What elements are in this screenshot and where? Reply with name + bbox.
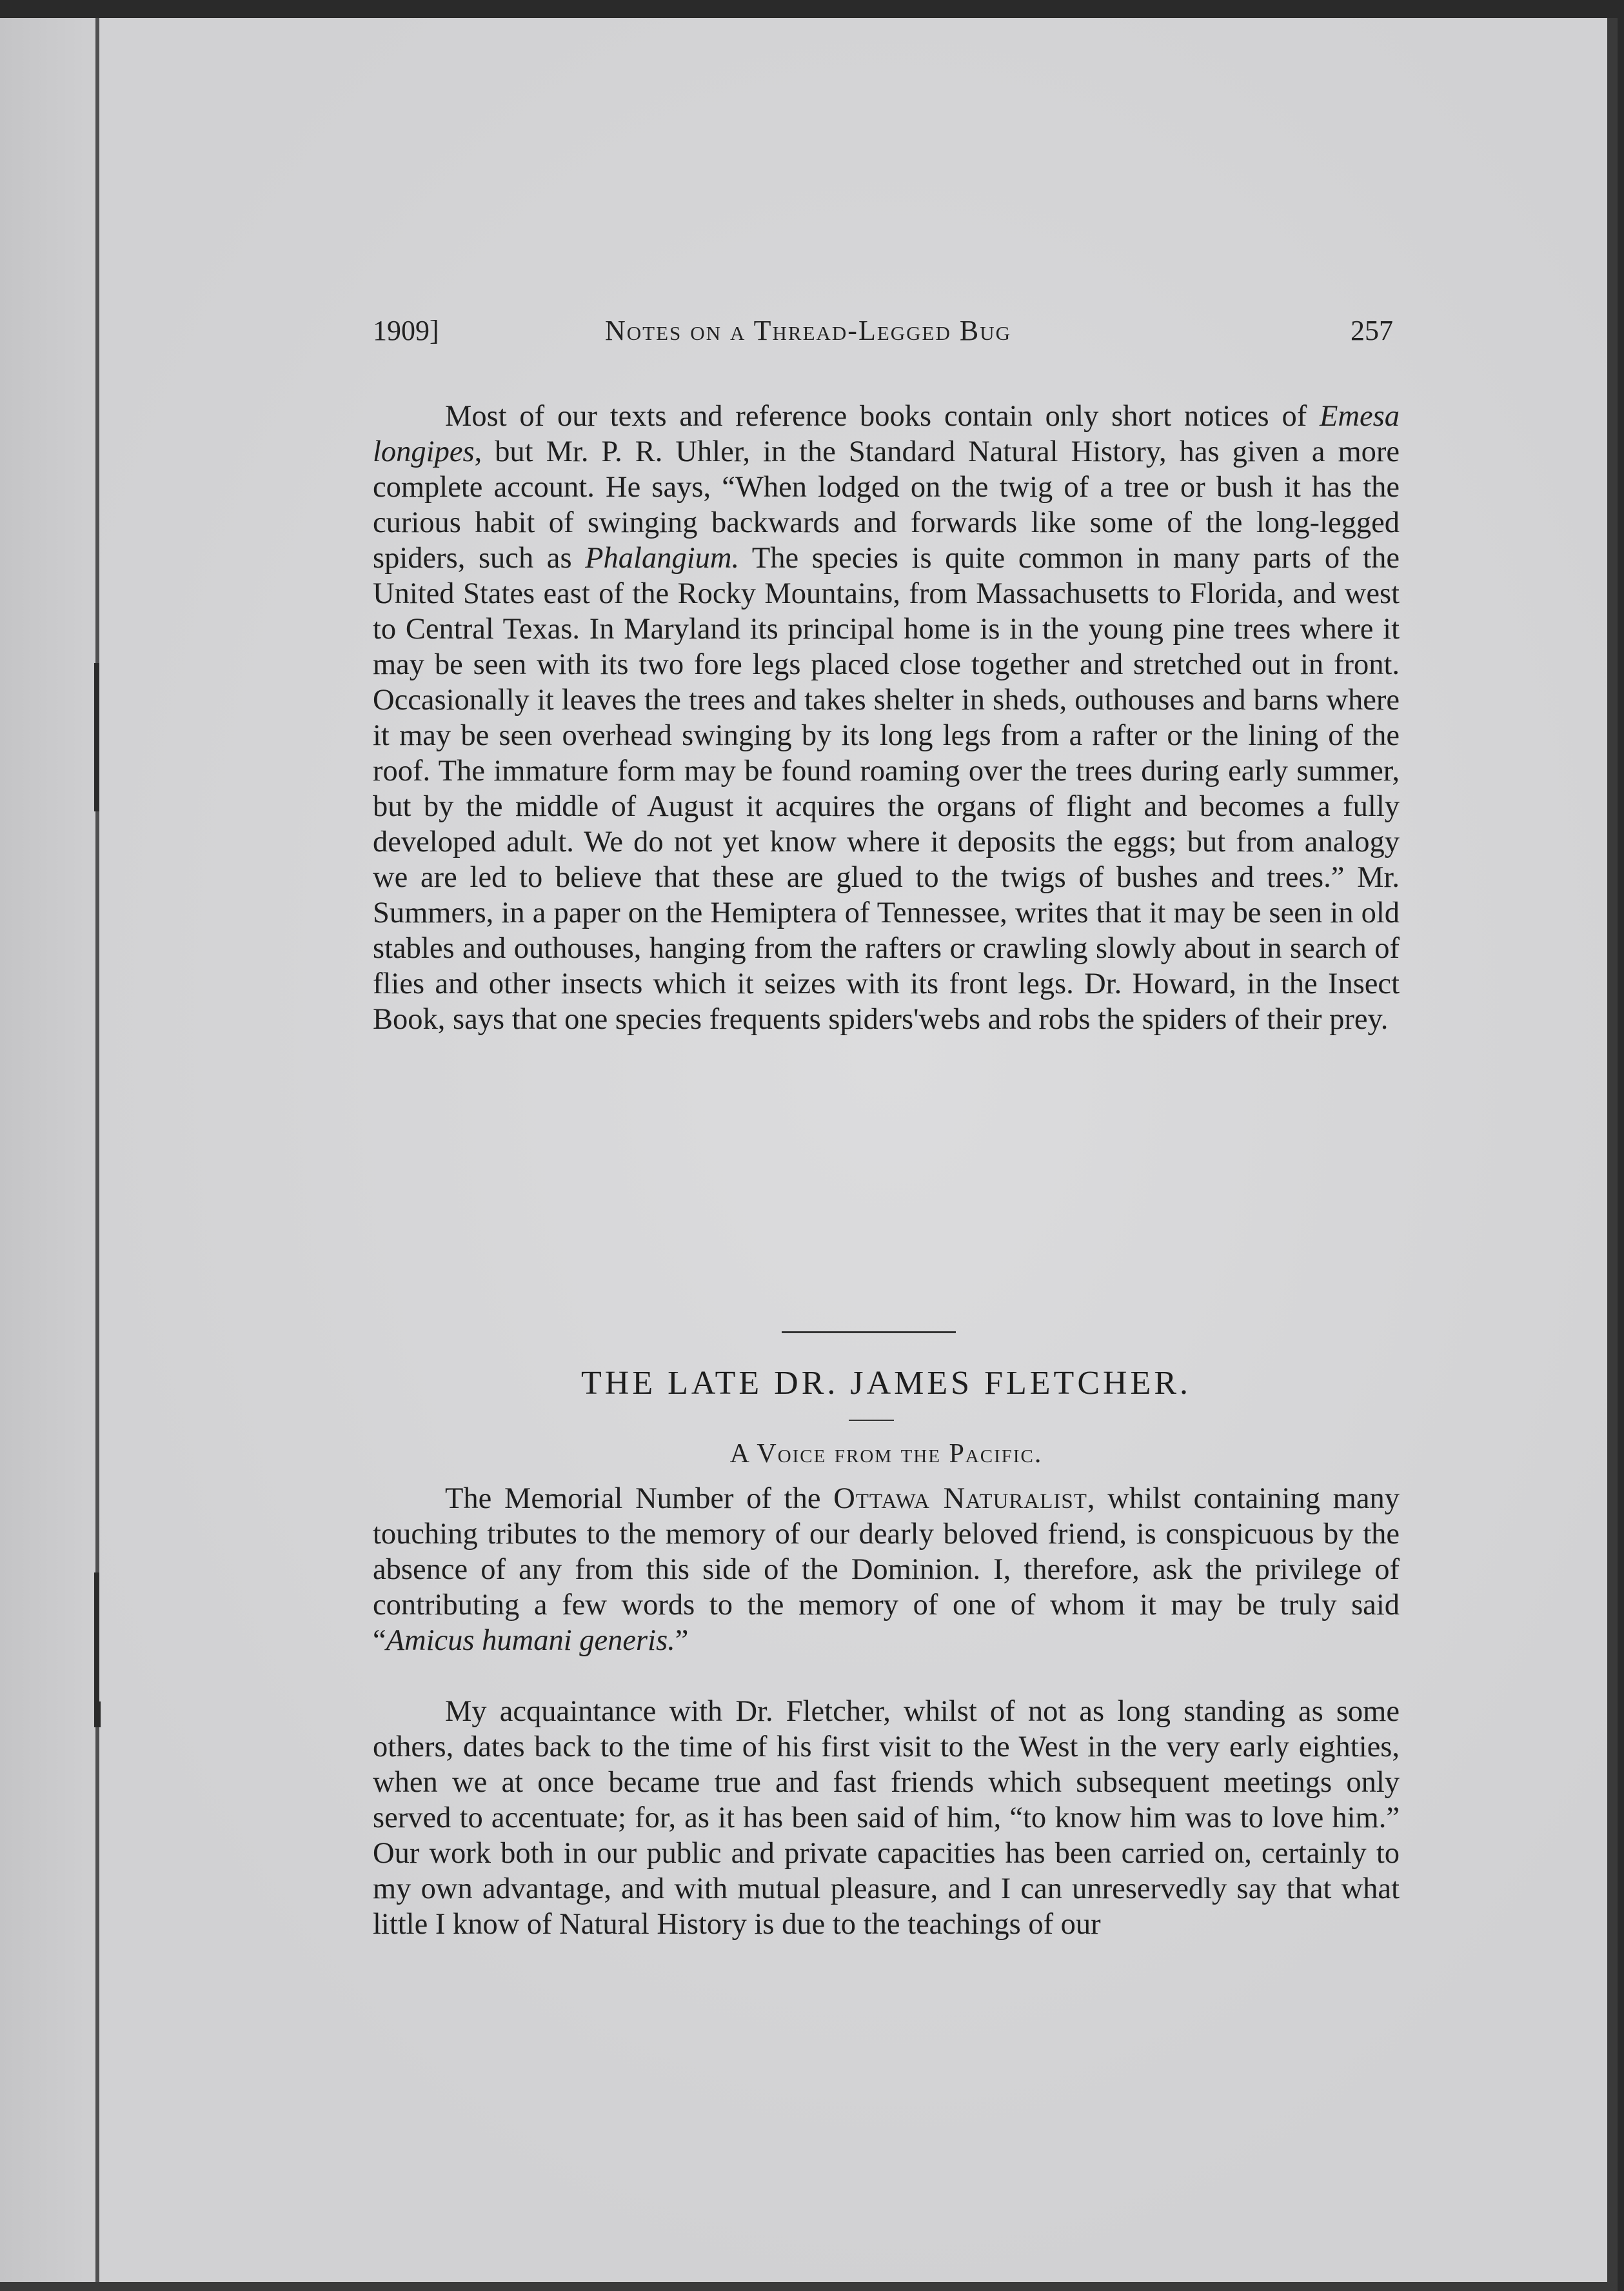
running-head-year: 1909] [373, 315, 439, 346]
page-number: 257 [1351, 315, 1393, 346]
italic-text: Amicus humani generis. [386, 1624, 675, 1657]
paragraph [373, 1694, 1400, 1942]
section-divider [782, 1331, 956, 1333]
page-content [0, 18, 1618, 2291]
article-fletcher-paragraph-2 [373, 1694, 1400, 1942]
paragraph [373, 399, 1400, 1037]
running-head [373, 312, 1393, 350]
article-fletcher-paragraph-1 [373, 1481, 1400, 1658]
article-subheading: A Voice from the Pacific. [729, 1439, 1043, 1469]
book-page [0, 18, 1618, 2291]
paragraph [373, 1481, 1400, 1658]
text-run: Most of our texts and reference books contain only short notices of [445, 400, 1320, 433]
article-thread-legged-bug [373, 399, 1400, 1037]
text-run: The Memorial Number of the [445, 1482, 834, 1515]
article-heading: THE LATE DR. JAMES FLETCHER. [581, 1365, 1191, 1402]
text-run: The species is quite common in many parts of the United States east of the Rocky Mountains, from Massachusetts to Florida, and west to Central Texas. In Maryland its principal home is in the young pine trees where it may be seen with its two fore legs placed close together and stretched out in front. Occasionally it leaves the trees and takes shelter in sheds, outhouses and barns where it may be seen overhead swinging by its long legs from a rafter or the lining of the roof. The immature form may be found roaming over the trees during early summer, but by the middle of August it acquires the organs of flight and becomes a fully developed adult. We do not yet know where it deposits the eggs; but from analogy we are led to believe that these are glued to the twigs of bushes and trees.” Mr. Summers, in a paper on the Hemiptera of Tennessee, writes that it may be seen in old stables and outhouses, hanging from the rafters or crawling slowly about in search of flies and other insects which it seizes with its front legs. Dr. Howard, in the Insect Book, says that one species frequents spiders'webs and robs the spiders of their prey. [373, 542, 1400, 1036]
italic-text: Emesa longipes [373, 400, 1400, 468]
small-caps-text: Ottawa Naturalist [833, 1482, 1087, 1515]
text-run: , but Mr. P. R. Uhler, in the Standard Natural History, has given a more complete account. He says, “When lodged on the twig of a tree or bush it has the curious habit of swinging backwards and forwards like some of the long-legged spiders, such as [373, 435, 1400, 575]
heading-ornament [849, 1420, 894, 1421]
text-run: ” [675, 1624, 689, 1657]
running-head-title: Notes on a Thread-Legged Bug [605, 315, 1011, 346]
italic-text: Phalangium. [585, 542, 740, 575]
text-run: , whilst containing many touching tributes to the memory of our dearly beloved friend, is conspicuous by the absence of any from this side of the Dominion. I, therefore, ask the privilege of contributing a few words to the memory of one of whom it may be truly said “ [373, 1482, 1400, 1657]
text-run: My acquaintance with Dr. Fletcher, whilst of not as long standing as some others, dates back to the time of his first visit to the West in the very early eighties, when we at once became true and fast friends which subsequent meetings only served to accentuate; for, as it has been said of him, “to know him was to love him.” Our work both in our public and private capacities has been carried on, certainly to my own advantage, and with mutual pleasure, and I can unreservedly say that what little I know of Natural History is due to the teachings of our [373, 1695, 1400, 1941]
